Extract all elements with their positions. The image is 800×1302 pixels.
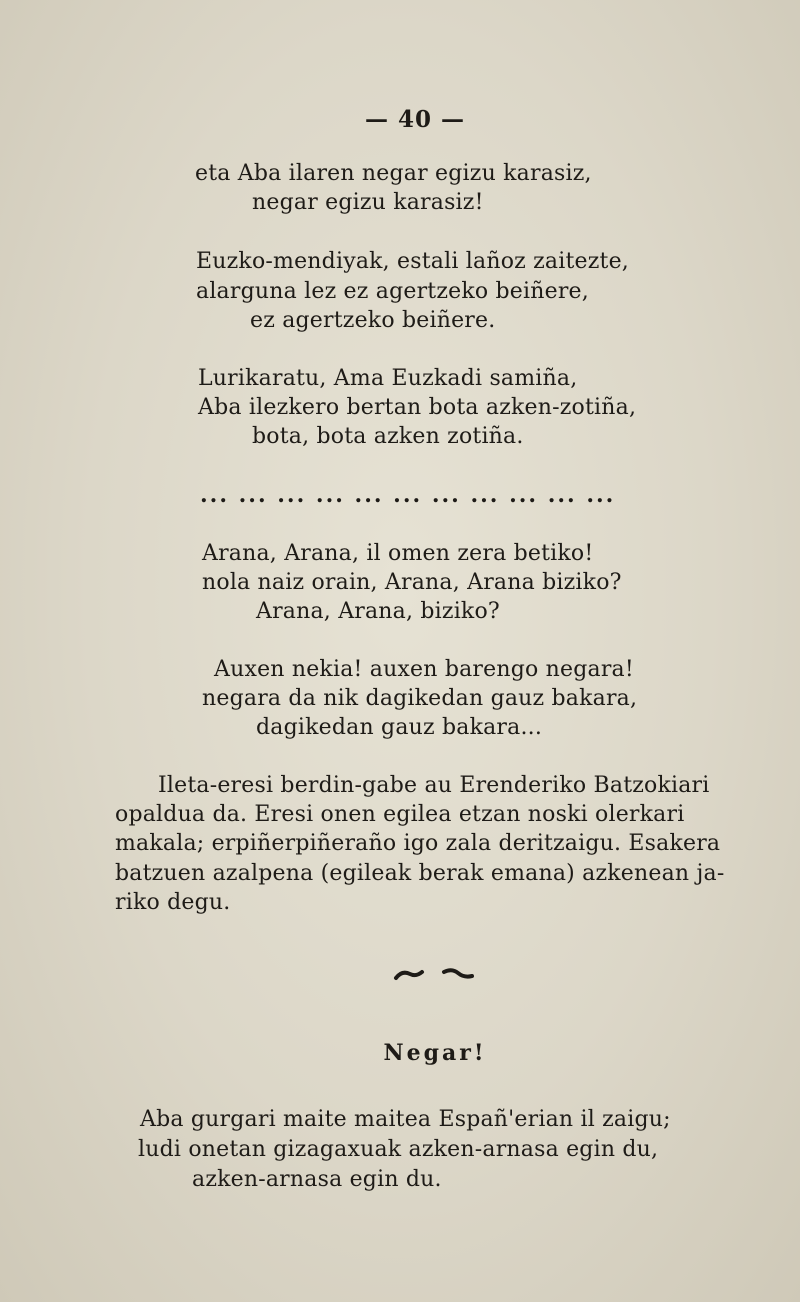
prose-line: batzuen azalpena (egileak berak emana) azkenean ja- [115,861,725,886]
verse-line: eta Aba ilaren negar egizu karasiz, [195,161,592,186]
verse-line: azken-arnasa egin du. [192,1167,442,1192]
prose-line: Ileta-eresi berdin-gabe au Erenderiko Batzokiari [158,773,710,798]
verse-line: Aba ilezkero bertan bota azken-zotiña, [198,395,637,420]
prose-line: riko degu. [115,890,231,915]
verse-line: negara da nik dagikedan gauz bakara, [202,686,638,711]
verse-line: bota, bota azken zotiña. [252,424,524,449]
verse-line: Lurikaratu, Ama Euzkadi samiña, [198,366,578,391]
verse-line: dagikedan gauz bakara... [256,715,543,740]
ellipsis-separator: ... ... ... ... ... ... ... ... ... ... ... [200,482,616,508]
verse-line: Aba gurgari maite maitea Españ'erian il zaigu; [140,1107,671,1132]
verse-line: ludi onetan gizagaxuak azken-arnasa egin du, [138,1137,659,1162]
verse-line: nola naiz orain, Arana, Arana biziko? [202,570,622,595]
ornament-flourish-icon [392,962,482,986]
verse-line: Auxen nekia! auxen barengo negara! [214,657,634,682]
page-number: — 40 — [364,106,466,133]
verse-line: negar egizu karasiz! [252,190,484,215]
verse-line: ez agertzeko beiñere. [250,308,496,333]
verse-line: alarguna lez ez agertzeko beiñere, [196,279,589,304]
prose-line: opaldua da. Eresi onen egilea etzan noski olerkari [115,802,685,827]
verse-line: Euzko-mendiyak, estali lañoz zaitezte, [196,249,629,274]
poem-title: Negar! [383,1040,487,1066]
verse-line: Arana, Arana, il omen zera betiko! [202,541,594,566]
verse-line: Arana, Arana, biziko? [256,599,500,624]
prose-line: makala; erpiñerpiñeraño igo zala deritzaigu. Esakera [115,831,721,856]
